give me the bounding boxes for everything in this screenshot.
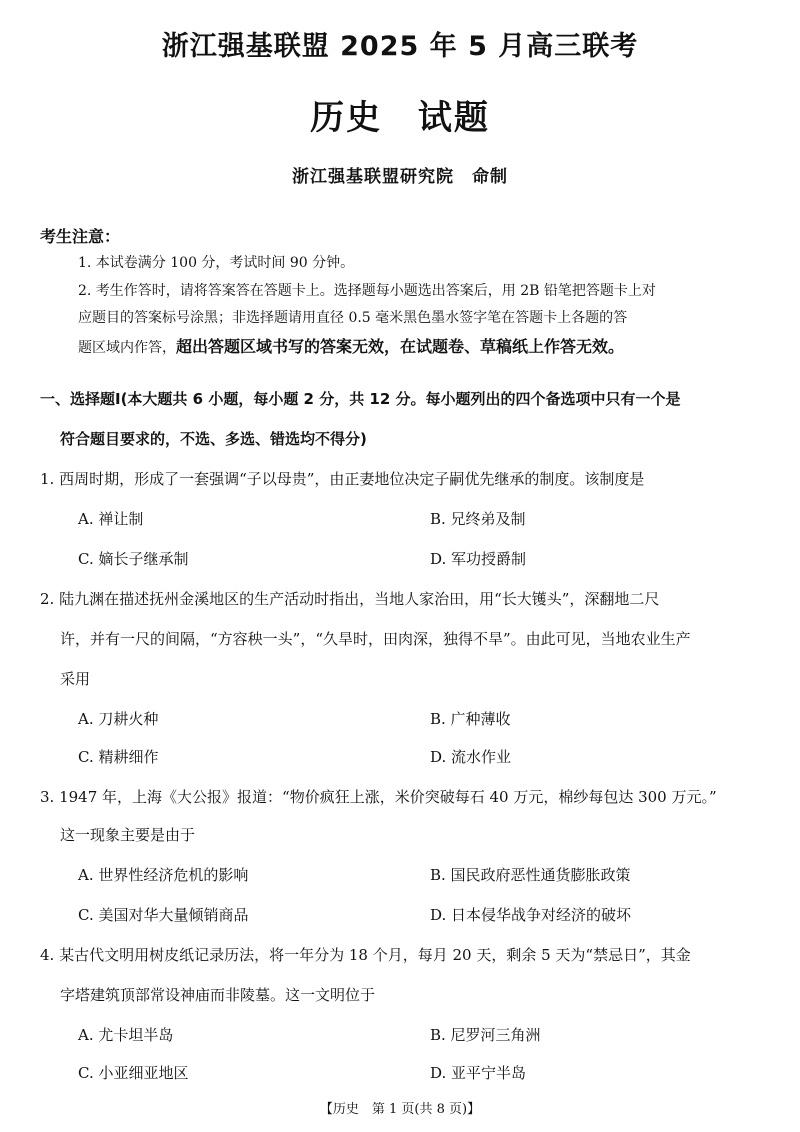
question-3-option-c: C. 美国对华大量倾销商品 — [78, 906, 249, 924]
question-2-option-d: D. 流水作业 — [430, 748, 512, 766]
question-1-option-c: C. 嫡长子继承制 — [78, 550, 189, 568]
question-4-option-d: D. 亚平宁半岛 — [430, 1064, 527, 1082]
notice-item-2-line-2: 应题目的答案标号涂黑；非选择题请用直径 0.5 毫米黑色墨水签字笔在答题卡上各题的答 — [78, 310, 628, 326]
question-4-line-1: 4. 某古代文明用树皮纸记录历法，将一年分为 18 个月，每月 20 天，剩余 5 天为“禁忌日”，其金 — [40, 946, 691, 964]
question-2-option-a: A. 刀耕火种 — [78, 710, 159, 728]
question-1-option-b: B. 兄终弟及制 — [430, 510, 526, 528]
question-3-option-a: A. 世界性经济危机的影响 — [78, 866, 249, 884]
notice-item-2-line-1: 2. 考生作答时，请将答案答在答题卡上。选择题每小题选出答案后，用 2B 铅笔把答题卡上对 — [78, 283, 656, 299]
notice-item-1: 1. 本试卷满分 100 分，考试时间 90 分钟。 — [78, 255, 355, 271]
question-2-option-c: C. 精耕细作 — [78, 748, 159, 766]
question-3-line-1: 3. 1947 年，上海《大公报》报道：“物价疯狂上涨，米价突破每石 40 万元，棉纱每包达 300 万元。” — [40, 788, 717, 806]
subject-title: 历史 试题 — [310, 98, 490, 138]
question-4-option-a: A. 尤卡坦半岛 — [78, 1026, 174, 1044]
question-2-line-1: 2. 陆九渊在描述抚州金溪地区的生产活动时指出，当地人家治田，用“长大镬头”，深翻地二尺 — [40, 590, 660, 608]
page-footer: 【历史 第 1 页(共 8 页)】 — [319, 1102, 481, 1117]
question-3-option-d: D. 日本侵华战争对经济的破坏 — [430, 906, 632, 924]
question-2-option-b: B. 广种薄收 — [430, 710, 511, 728]
notice-item-2-line-3-normal: 题区域内作答， — [78, 340, 176, 356]
question-2-line-3: 采用 — [60, 670, 91, 688]
exam-title: 浙江强基联盟 2025 年 5 月高三联考 — [161, 31, 639, 62]
notice-item-2-line-3 — [78, 334, 624, 357]
question-3-line-2: 这一现象主要是由于 — [60, 826, 196, 844]
question-4-line-2: 字塔建筑顶部常设神庙而非陵墓。这一文明位于 — [60, 986, 376, 1004]
section-heading-line-1: 一、选择题Ⅰ(本大题共 6 小题，每小题 2 分，共 12 分。每小题列出的四个备选项中只有一个是 — [40, 390, 681, 408]
question-1-option-a: A. 禅让制 — [78, 510, 144, 528]
question-3-option-b: B. 国民政府恶性通货膨胀政策 — [430, 866, 631, 884]
question-2-line-2: 许，并有一尺的间隔，“方容秧一头”，“久旱时，田肉深，独得不旱”。由此可见，当地农业生产 — [60, 630, 691, 648]
notice-heading: 考生注意： — [40, 227, 121, 246]
author-line: 浙江强基联盟研究院 命制 — [292, 167, 508, 187]
question-4-option-b: B. 尼罗河三角洲 — [430, 1026, 541, 1044]
notice-warning-bold: 超出答题区域书写的答案无效，在试题卷、草稿纸上作答无效。 — [176, 337, 625, 356]
question-4-option-c: C. 小亚细亚地区 — [78, 1064, 189, 1082]
section-heading-line-2: 符合题目要求的，不选、多选、错选均不得分) — [60, 430, 367, 448]
question-1-line-1: 1. 西周时期，形成了一套强调“子以母贵”，由正妻地位决定子嗣优先继承的制度。该制度是 — [40, 470, 645, 488]
question-1-option-d: D. 军功授爵制 — [430, 550, 527, 568]
